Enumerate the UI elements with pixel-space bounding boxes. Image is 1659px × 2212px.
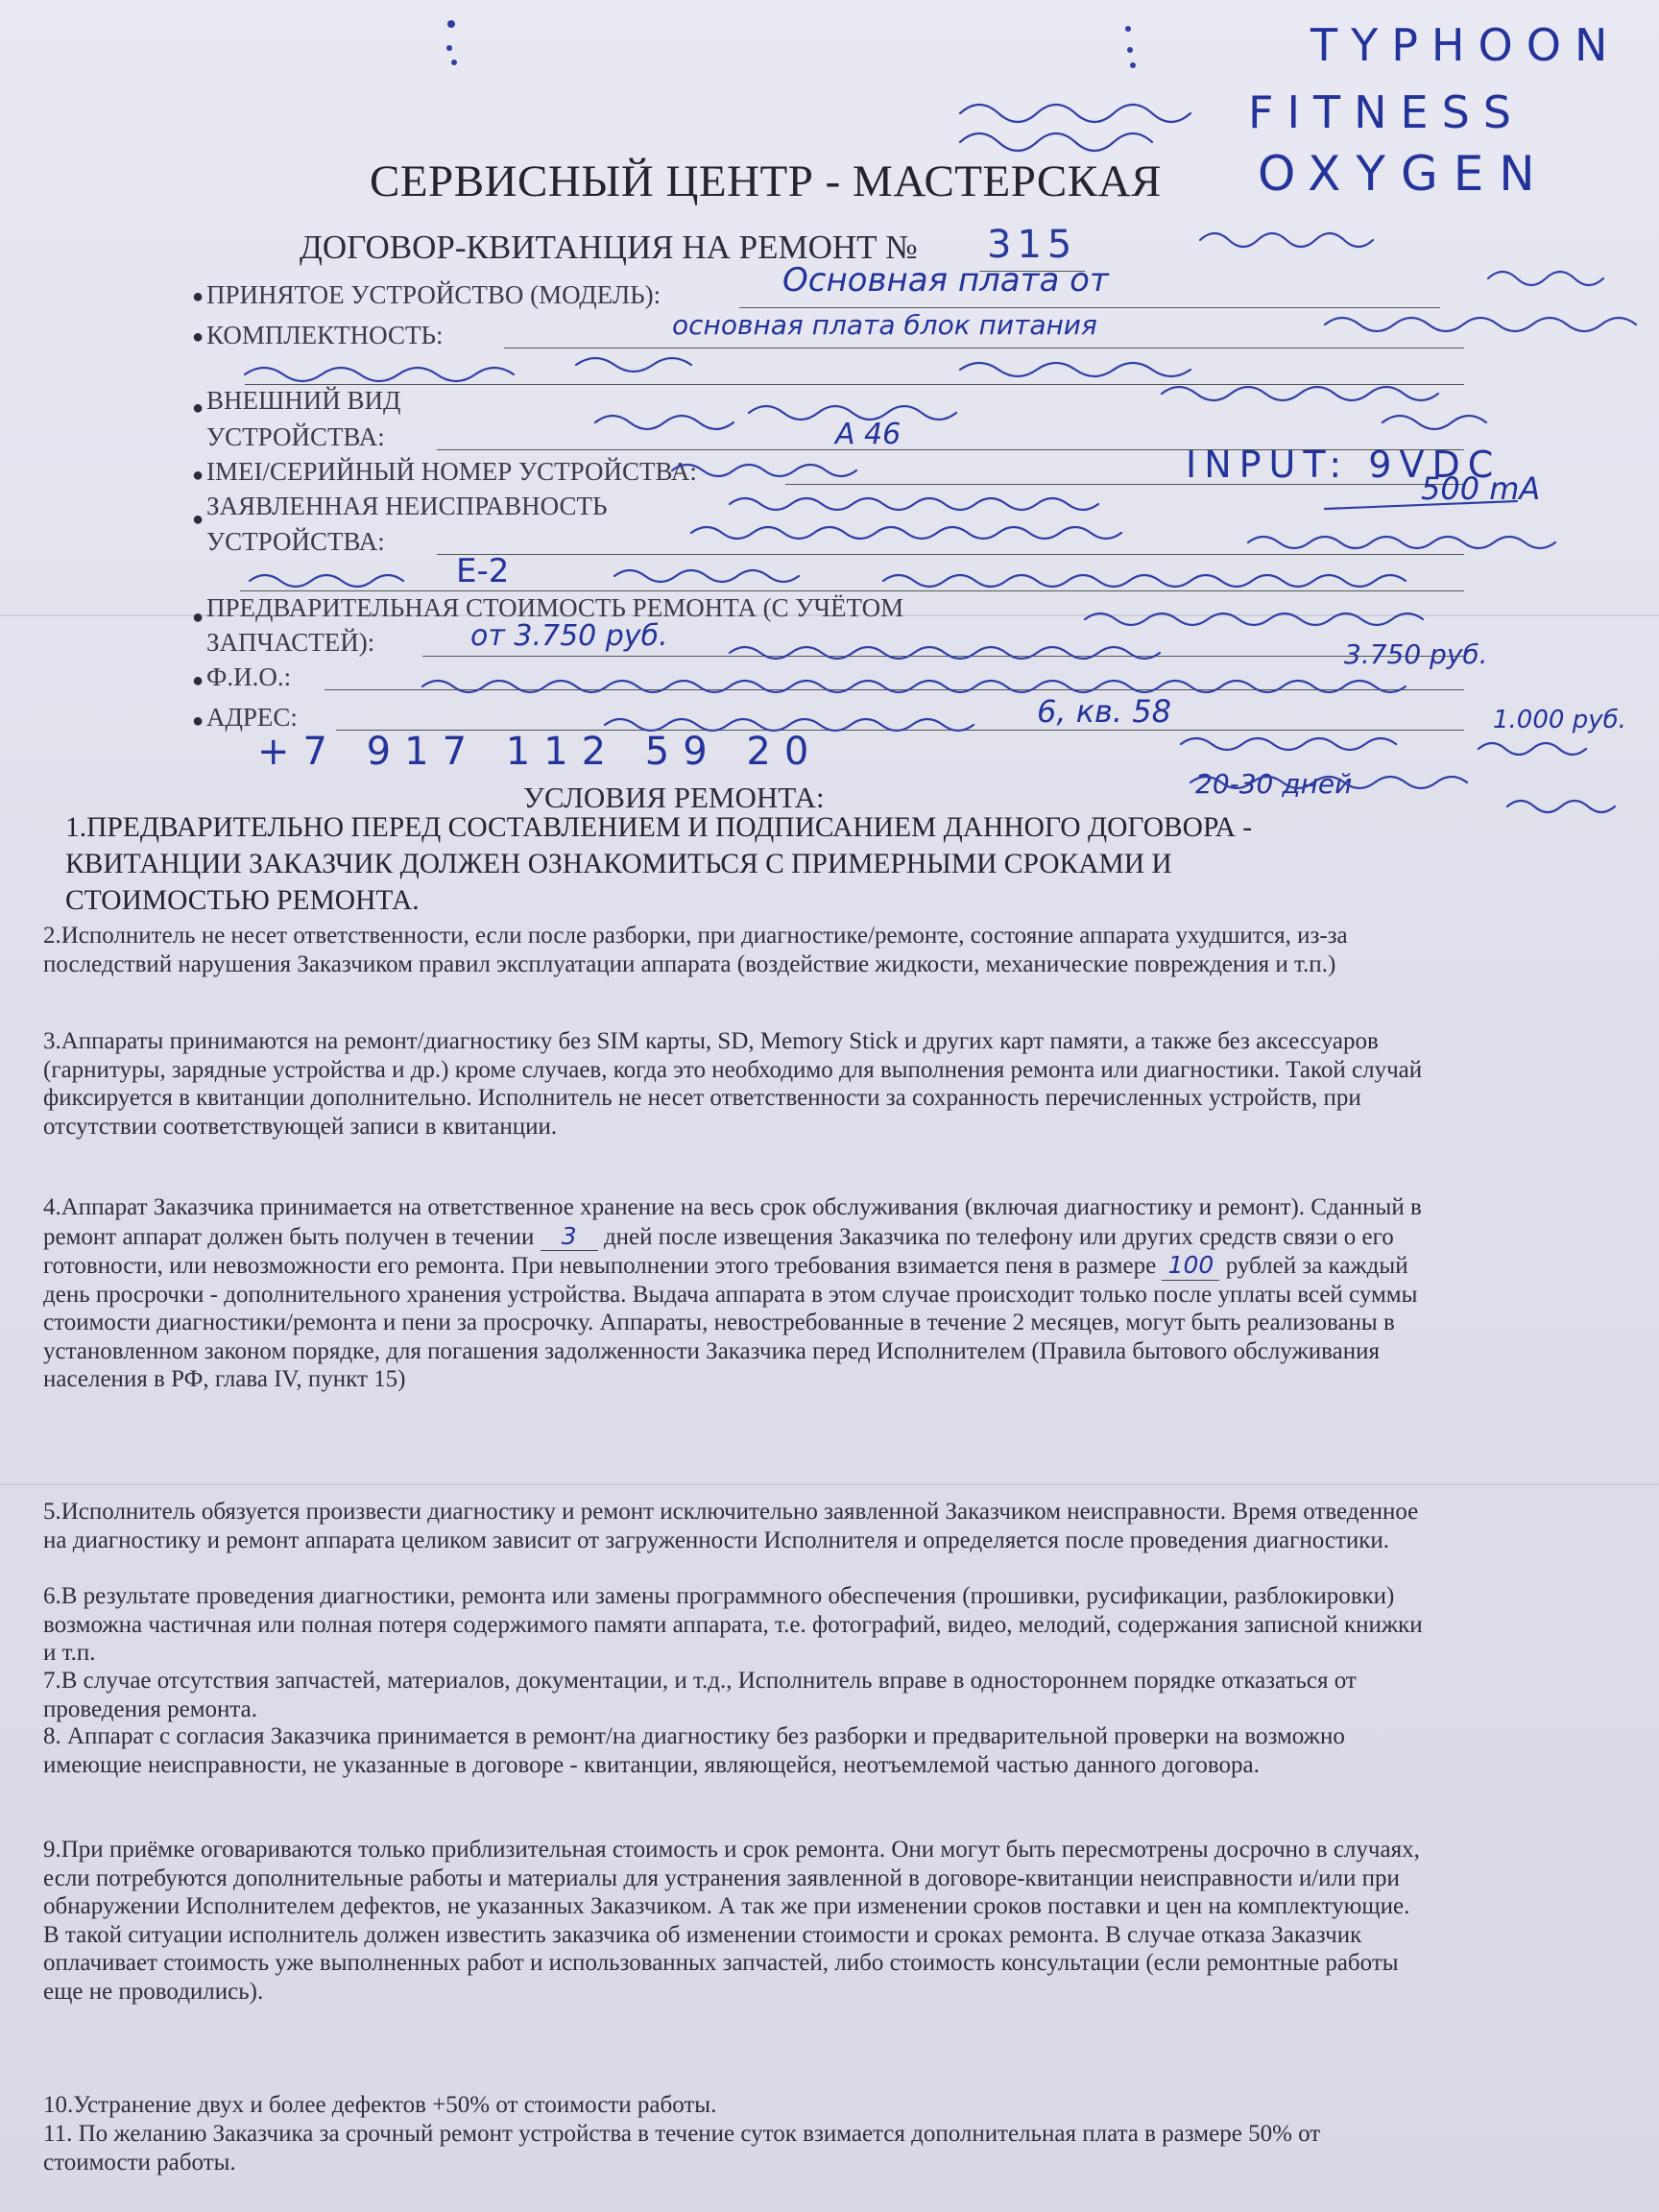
handwritten-address-number: 6, кв. 58 <box>1037 693 1171 730</box>
condition-5: 5.Исполнитель обязуется произвести диагностику и ремонт исключительно заявленной Заказчиком неисправности. Время отведенное на диагностику и ремонт аппарата целиком зависит от загруженности Исполнителя и определяется после проведения диагностики. <box>43 1499 1419 1553</box>
handwritten-notes-scribbles <box>0 0 1659 864</box>
ink-dots <box>422 10 1190 77</box>
field-address-label: АДРЕС: <box>206 703 298 732</box>
paper-fold <box>0 1483 1659 1485</box>
handwritten-term: 20-30 дней <box>1195 768 1353 800</box>
condition-4-part-c: рублей за каждый день просрочки - дополнительного хранения устройства. Выдача аппарата в этом случае происходит только после уплаты всей суммы стоимости диагностики/ремонта и пени за просрочку. Аппараты, невостребованные в течение 2 месяцев, могут быть реализованы в установленном законом порядке, для погашения задолженности Заказчика перед Исполнителем (Правила бытового обслуживания населения в РФ, глава IV, пункт 15) <box>43 1253 1418 1392</box>
condition-2: 2.Исполнитель не несет ответственности, если после разборки, при диагностике/ремонте, состояние аппарата ухудшится, из-за последствий нарушения Заказчиком правил эксплуатации аппарата (воздействие жидкости, механические повреждения и т.п.) <box>43 923 1348 977</box>
handwritten-brand-typhoon: TYPHOON <box>1310 19 1622 71</box>
handwritten-cost: от 3.750 руб. <box>470 619 668 653</box>
handwritten-imei: INPUT: 9VDC <box>1186 444 1502 486</box>
field-imei-label: IMEI/СЕРИЙНЫЙ НОМЕР УСТРОЙСТВА: <box>206 457 697 486</box>
bullet-icon: ● <box>192 397 204 419</box>
handwritten-appearance: А 46 <box>835 418 902 451</box>
bullet-icon: ● <box>192 710 204 732</box>
handwritten-brand-oxygen: OXYGEN <box>1258 146 1551 202</box>
condition-6: 6.В результате проведения диагностики, ремонта или замены программного обеспечения (прошивки, русификации, разблокировки) возможна частичная или полная потеря содержимого памяти аппарата, т.е. фотографий, видео, мелодий, содержания записной книжки и т.п. <box>43 1583 1423 1666</box>
condition-11: 11. По желанию Заказчика за срочный ремонт устройства в течение суток взимается дополнительная плата в размере 50% от стоимости работы. <box>43 2121 1321 2176</box>
days-blank: 3 <box>541 1222 598 1252</box>
contract-number: 315 <box>987 223 1078 267</box>
handwritten-device: Основная плата от <box>782 261 1109 300</box>
handwritten-error-code: E-2 <box>456 552 510 590</box>
field-cost-label-2: ЗАПЧАСТЕЙ): <box>206 628 375 657</box>
bullet-icon: ● <box>192 670 204 691</box>
condition-7: 7.В случае отсутствия запчастей, материалов, документации, и т.д., Исполнитель вправе в одностороннем порядке отказаться от проведения ремонта. <box>43 1668 1357 1722</box>
penalty-blank: 100 <box>1162 1251 1219 1281</box>
conditions-title: УСЛОВИЯ РЕМОНТА: <box>523 781 825 814</box>
bullet-icon: ● <box>192 326 204 348</box>
contract-subtitle: ДОГОВОР-КВИТАНЦИЯ НА РЕМОНТ № <box>300 228 918 266</box>
condition-8: 8. Аппарат с согласия Заказчика принимается в ремонт/на диагностику без разборки и предварительной проверки на возможно имеющие неисправности, не указанные в договоре - квитанции, являющейся, неотъемлемой частью данного договора. <box>43 1723 1345 1778</box>
field-appearance-label-2: УСТРОЙСТВА: <box>206 422 385 451</box>
handwritten-kit: основная плата блок питания <box>672 309 1097 341</box>
field-fault-label-1: ЗАЯВЛЕННАЯ НЕИСПРАВНОСТЬ <box>206 492 608 520</box>
handwritten-phone: +7 917 112 59 20 <box>257 730 823 774</box>
bullet-icon: ● <box>192 509 204 530</box>
condition-1-line-3: СТОИМОСТЬЮ РЕМОНТА. <box>65 885 420 916</box>
handwritten-fault-value: 500 mA <box>1421 470 1541 507</box>
condition-4 <box>43 1193 1426 1394</box>
condition-4-part-b: дней после извещения Заказчика по телефону или других средств связи о его готовности, или невозможности его ремонта. При невыполнении этого требования взимается пеня в размере <box>43 1223 1394 1279</box>
bullet-icon: ● <box>192 607 204 628</box>
condition-1-line-1: 1.ПРЕДВАРИТЕЛЬНО ПЕРЕД СОСТАВЛЕНИЕМ И ПОДПИСАНИЕМ ДАННОГО ДОГОВОРА - <box>65 812 1253 843</box>
field-fault-label-2: УСТРОЙСТВА: <box>206 527 385 556</box>
page-title: СЕРВИСНЫЙ ЦЕНТР - МАСТЕРСКАЯ <box>370 156 1162 206</box>
bullet-icon: ● <box>192 286 204 307</box>
field-device-label: ПРИНЯТОЕ УСТРОЙСТВО (МОДЕЛЬ): <box>206 280 661 309</box>
handwritten-cost-2: 3.750 руб. <box>1344 638 1488 670</box>
field-appearance-label-1: ВНЕШНИЙ ВИД <box>206 386 401 415</box>
field-kit-label: КОМПЛЕКТНОСТЬ: <box>206 321 444 349</box>
handwritten-extra-cost: 1.000 руб. <box>1493 706 1626 734</box>
handwritten-brand-fitness: FITNESS <box>1248 86 1525 138</box>
bullet-icon: ● <box>192 465 204 486</box>
condition-10: 10.Устранение двух и более дефектов +50% от стоимости работы. <box>43 2092 717 2118</box>
condition-3: 3.Аппараты принимаются на ремонт/диагностику без SIM карты, SD, Memory Stick и других карт памяти, а также без аксессуаров (гарнитуры, зарядные устройства и др.) кроме случаев, когда это необходимо для выполнения ремонта или диагностики. Такой случай фиксируется в квитанции дополнительно. Исполнитель не несет ответственности за сохранность перечисленных устройств, при отсутствии соответствующей записи в квитанции. <box>43 1028 1423 1140</box>
condition-1-line-2: КВИТАНЦИИ ЗАКАЗЧИК ДОЛЖЕН ОЗНАКОМИТЬСЯ С ПРИМЕРНЫМИ СРОКАМИ И <box>65 849 1172 879</box>
condition-4-part-a: 4.Аппарат Заказчика принимается на ответственное хранение на весь срок обслуживания (включая диагностику и ремонт). Сданный в ремонт аппарат должен быть получен в течении <box>43 1194 1422 1250</box>
field-fio-label: Ф.И.О.: <box>206 662 292 691</box>
condition-9: 9.При приёмке оговариваются только приблизительная стоимость и срок ремонта. Они могут быть пересмотрены досрочно в случаях, если потребуются дополнительные работы и материалы для устранения заявленной в договоре-квитанции неисправности и/или при обнаружении Исполнителем дефектов, не указанных Заказчиком. А так же при изменении сроков поставки и цен на комплектующие. В такой ситуации исполнитель должен известить заказчика об изменении стоимости и сроках ремонта. В случае отказа Заказчик оплачивает стоимость уже выполненных работ и использованных запчастей, либо стоимость консультации (если ремонтные работы еще не проводились). <box>43 1837 1420 2005</box>
field-cost-label-1: ПРЕДВАРИТЕЛЬНАЯ СТОИМОСТЬ РЕМОНТА (С УЧЁТОМ <box>206 593 904 622</box>
